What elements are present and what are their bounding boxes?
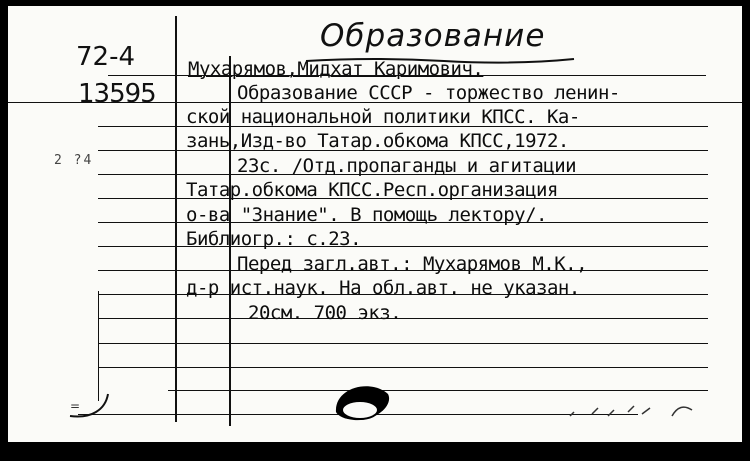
size-and-print-run: 20см. 700 экз.: [248, 302, 402, 324]
edge-mark: [66, 392, 114, 422]
accession-number: 13595: [78, 79, 156, 109]
margin-note: 2 ?4: [54, 153, 94, 168]
call-number: 72-4: [76, 42, 136, 72]
author-note: д-р ист.наук. На обл.авт. не указан.: [186, 277, 580, 299]
title-line: Образование СССР - торжество ленин-: [237, 82, 620, 104]
card-rule: [168, 390, 708, 391]
margin-line: [98, 291, 99, 401]
catalog-card: [8, 6, 742, 442]
collation-line: 23с. /Отд.пропаганды и агитации: [237, 155, 577, 177]
margin-line: [175, 16, 177, 422]
series-line: о-ва "Знание". В помощь лектору/.: [186, 204, 547, 226]
imprint-line: зань,Изд-во Татар.обкома КПСС,1972.: [186, 130, 569, 152]
author-note: Перед загл.авт.: Мухарямов М.К.,: [237, 253, 588, 275]
title-line: ской национальной политики КПСС. Ка-: [186, 106, 580, 128]
punch-hole: [330, 376, 394, 424]
edge-mark: [568, 398, 708, 422]
author-line: Мухарямов,Мидхат Каримович.: [188, 58, 484, 80]
card-rule: [98, 318, 708, 319]
bibliography-note: Библиогр.: с.23.: [186, 228, 362, 250]
subject-heading: Образование: [320, 18, 546, 54]
card-rule: [98, 367, 708, 368]
card-rule: [98, 343, 708, 344]
svg-text:=: =: [70, 399, 81, 413]
series-line: Татар.обкома КПСС.Респ.организация: [186, 179, 558, 201]
